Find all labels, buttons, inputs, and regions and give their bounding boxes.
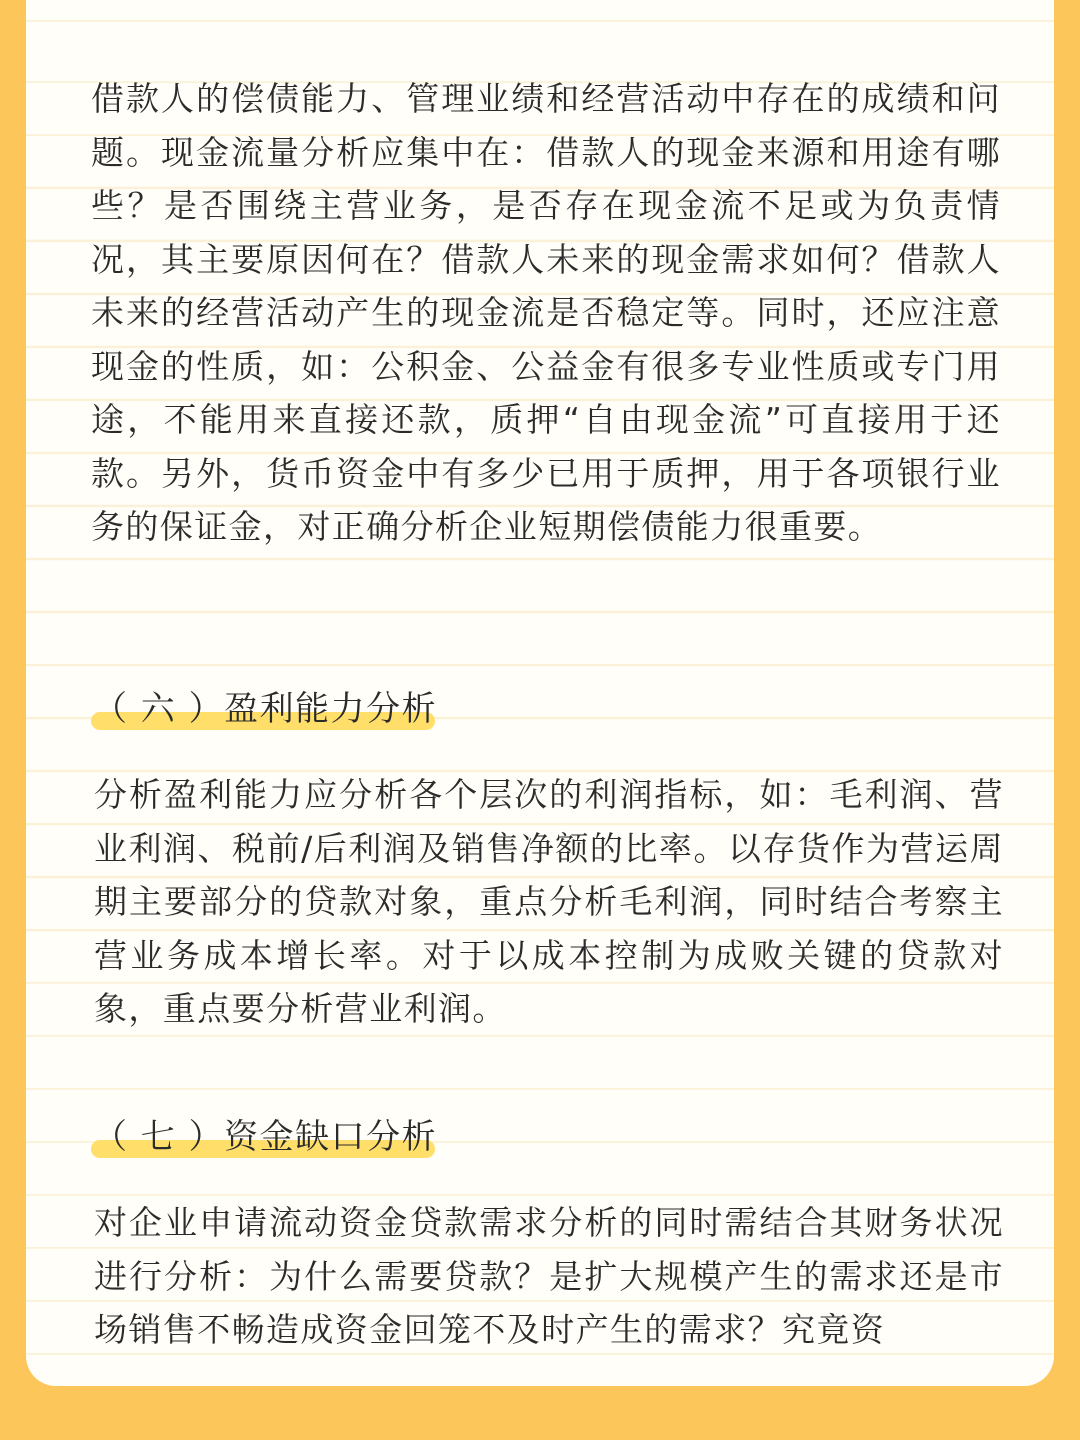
paragraph-profitability: 分析盈利能力应分析各个层次的利润指标，如：毛利润、营业利润、税前/后利润及销售净额的比率。以存货作为营运周期主要部分的贷款对象，重点分析毛利润，同时结合考察主营业务成本增长率。对于以成本控制为成败关键的贷款对象，重点要分析营业利润。 bbox=[94, 775, 1004, 1028]
note-card bbox=[26, 0, 1054, 1386]
heading-text: （ 七 ）资金缺口分析 bbox=[93, 1117, 438, 1157]
section-heading-profitability bbox=[91, 684, 437, 734]
heading-text: （ 六 ）盈利能力分析 bbox=[93, 689, 438, 729]
paragraph-solvency-cashflow: 借款人的偿债能力、管理业绩和经营活动中存在的成绩和问题。现金流量分析应集中在：借款人的现金来源和用途有哪些？是否围绕主营业务，是否存在现金流不足或为负责情况，其主要原因何在？借款人未来的现金需求如何？借款人未来的经营活动产生的现金流是否稳定等。同时，还应注意现金的性质，如：公积金、公益金有很多专业性质或专门用途，不能用来直接还款，质押“自由现金流”可直接用于还款。另外，货币资金中有多少已用于质押，用于各项银行业务的保证金，对正确分析企业短期偿债能力很重要。 bbox=[91, 79, 1001, 546]
paragraph-funding-gap: 对企业申请流动资金贷款需求分析的同时需结合其财务状况进行分析：为什么需要贷款？是扩大规模产生的需求还是市场销售不畅造成资金回笼不及时产生的需求？究竟资 bbox=[94, 1203, 1004, 1349]
section-heading-funding-gap bbox=[91, 1112, 437, 1162]
